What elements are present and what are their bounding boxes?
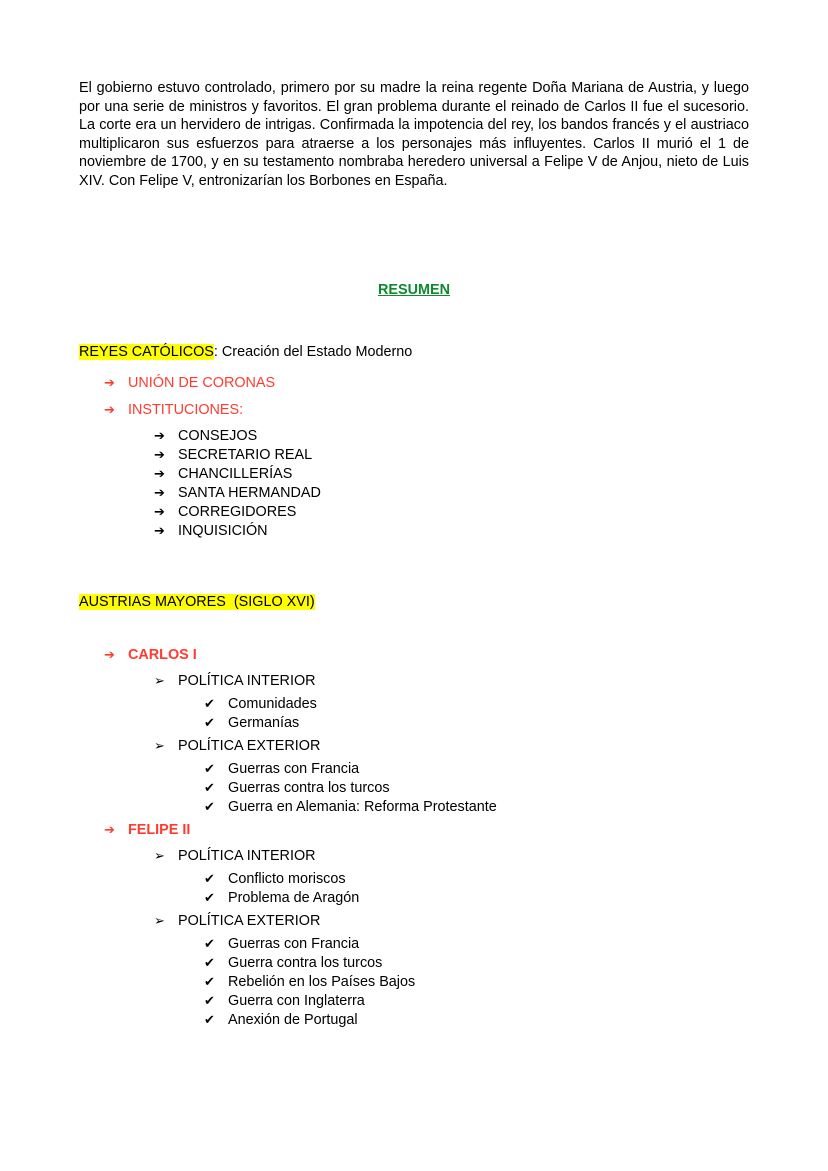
check-icon: ✔	[204, 1012, 215, 1027]
list-item-label: SECRETARIO REAL	[178, 447, 313, 463]
list-item	[154, 465, 292, 483]
list-item-label: POLÍTICA EXTERIOR	[178, 738, 321, 754]
list-item-label: Guerras con Francia	[228, 761, 360, 777]
list-item	[104, 374, 275, 392]
list-item	[154, 446, 312, 464]
carlos-interior-heading	[154, 672, 316, 690]
austrias-mayores-heading	[79, 593, 315, 611]
carlos-heading	[104, 646, 197, 664]
list-item	[204, 760, 359, 778]
austrias-mayores-label: AUSTRIAS MAYORES (SIGLO XVI)	[79, 594, 315, 610]
list-item-label: Guerra con Inglaterra	[228, 993, 365, 1009]
list-item	[154, 484, 321, 502]
arrow-icon: ➔	[104, 402, 115, 417]
check-icon: ✔	[204, 715, 215, 730]
list-item	[204, 714, 299, 732]
arrow-icon: ➔	[154, 466, 165, 481]
check-icon: ✔	[204, 696, 215, 711]
list-item-label: Rebelión en los Países Bajos	[228, 974, 416, 990]
list-item	[204, 798, 497, 816]
felipe-label: FELIPE II	[128, 822, 191, 838]
list-item-label: INSTITUCIONES:	[128, 402, 244, 418]
check-icon: ✔	[204, 955, 215, 970]
check-icon: ✔	[204, 780, 215, 795]
list-item-label: POLÍTICA EXTERIOR	[178, 913, 321, 929]
list-item-label: Germanías	[228, 715, 300, 731]
list-item-label: CHANCILLERÍAS	[178, 466, 293, 482]
arrow-icon: ➔	[154, 504, 165, 519]
felipe-interior-heading	[154, 847, 316, 865]
list-item-label: Guerra en Alemania: Reforma Protestante	[228, 799, 497, 815]
check-icon: ✔	[204, 936, 215, 951]
list-item	[204, 954, 382, 972]
list-item	[204, 1011, 358, 1029]
arrow-icon: ➔	[154, 447, 165, 462]
arrow-icon: ➔	[104, 822, 115, 837]
reyes-catolicos-label: REYES CATÓLICOS	[79, 344, 214, 360]
list-item-label: Guerra contra los turcos	[228, 955, 383, 971]
list-item	[204, 870, 346, 888]
list-item-label: POLÍTICA INTERIOR	[178, 848, 316, 864]
list-item	[154, 522, 268, 540]
check-icon: ✔	[204, 871, 215, 886]
arrow-icon: ➔	[104, 647, 115, 662]
arrow-icon: ➔	[154, 428, 165, 443]
list-item	[204, 695, 317, 713]
felipe-exterior-heading	[154, 912, 320, 930]
list-item-label: Guerras con Francia	[228, 936, 360, 952]
arrow-icon: ➔	[154, 523, 165, 538]
reyes-catolicos-subtitle: : Creación del Estado Moderno	[213, 344, 413, 360]
list-item-label: SANTA HERMANDAD	[178, 485, 321, 501]
resumen-title: RESUMEN	[378, 282, 450, 298]
list-item	[154, 503, 296, 521]
list-item-label: CORREGIDORES	[178, 504, 297, 520]
felipe-heading	[104, 821, 190, 839]
list-item-label: Guerras contra los turcos	[228, 780, 390, 796]
list-item-label: Anexión de Portugal	[228, 1012, 358, 1028]
chevron-icon: ➢	[154, 848, 165, 863]
list-item-label: INQUISICIÓN	[178, 523, 268, 539]
check-icon: ✔	[204, 761, 215, 776]
list-item-label: Problema de Aragón	[228, 890, 360, 906]
list-item	[204, 992, 365, 1010]
chevron-icon: ➢	[154, 673, 165, 688]
list-item	[204, 779, 390, 797]
intro-paragraph: El gobierno estuvo controlado, primero por su madre la reina regente Doña Mariana de Austria, y luego por una serie de ministros y favoritos. El gran problema durante el reinado de Carlos II fue el sucesorio. La corte era un hervidero de intrigas. Confirmada la impotencia del rey, los bandos francés y el austriaco multiplicaron sus esfuerzos para atraerse a los personajes más influyentes. Carlos II murió el 1 de noviembre de 1700, y en su testamento nombraba heredero universal a Felipe V de Anjou, nieto de Luis XIV. Con Felipe V, entronizarían los Borbones en España.	[79, 80, 749, 189]
list-item	[204, 889, 359, 907]
reyes-catolicos-heading	[79, 343, 412, 361]
list-item	[104, 401, 243, 419]
list-item-label: CONSEJOS	[178, 428, 258, 444]
check-icon: ✔	[204, 974, 215, 989]
check-icon: ✔	[204, 890, 215, 905]
carlos-label: CARLOS I	[128, 647, 197, 663]
chevron-icon: ➢	[154, 738, 165, 753]
list-item-label: Conflicto moriscos	[228, 871, 346, 887]
list-item	[204, 935, 359, 953]
list-item	[204, 973, 415, 991]
arrow-icon: ➔	[154, 485, 165, 500]
list-item-label: UNIÓN DE CORONAS	[128, 375, 276, 391]
list-item-label: POLÍTICA INTERIOR	[178, 673, 316, 689]
check-icon: ✔	[204, 993, 215, 1008]
chevron-icon: ➢	[154, 913, 165, 928]
carlos-exterior-heading	[154, 737, 320, 755]
check-icon: ✔	[204, 799, 215, 814]
list-item-label: Comunidades	[228, 696, 317, 712]
arrow-icon: ➔	[104, 375, 115, 390]
list-item	[154, 427, 257, 445]
